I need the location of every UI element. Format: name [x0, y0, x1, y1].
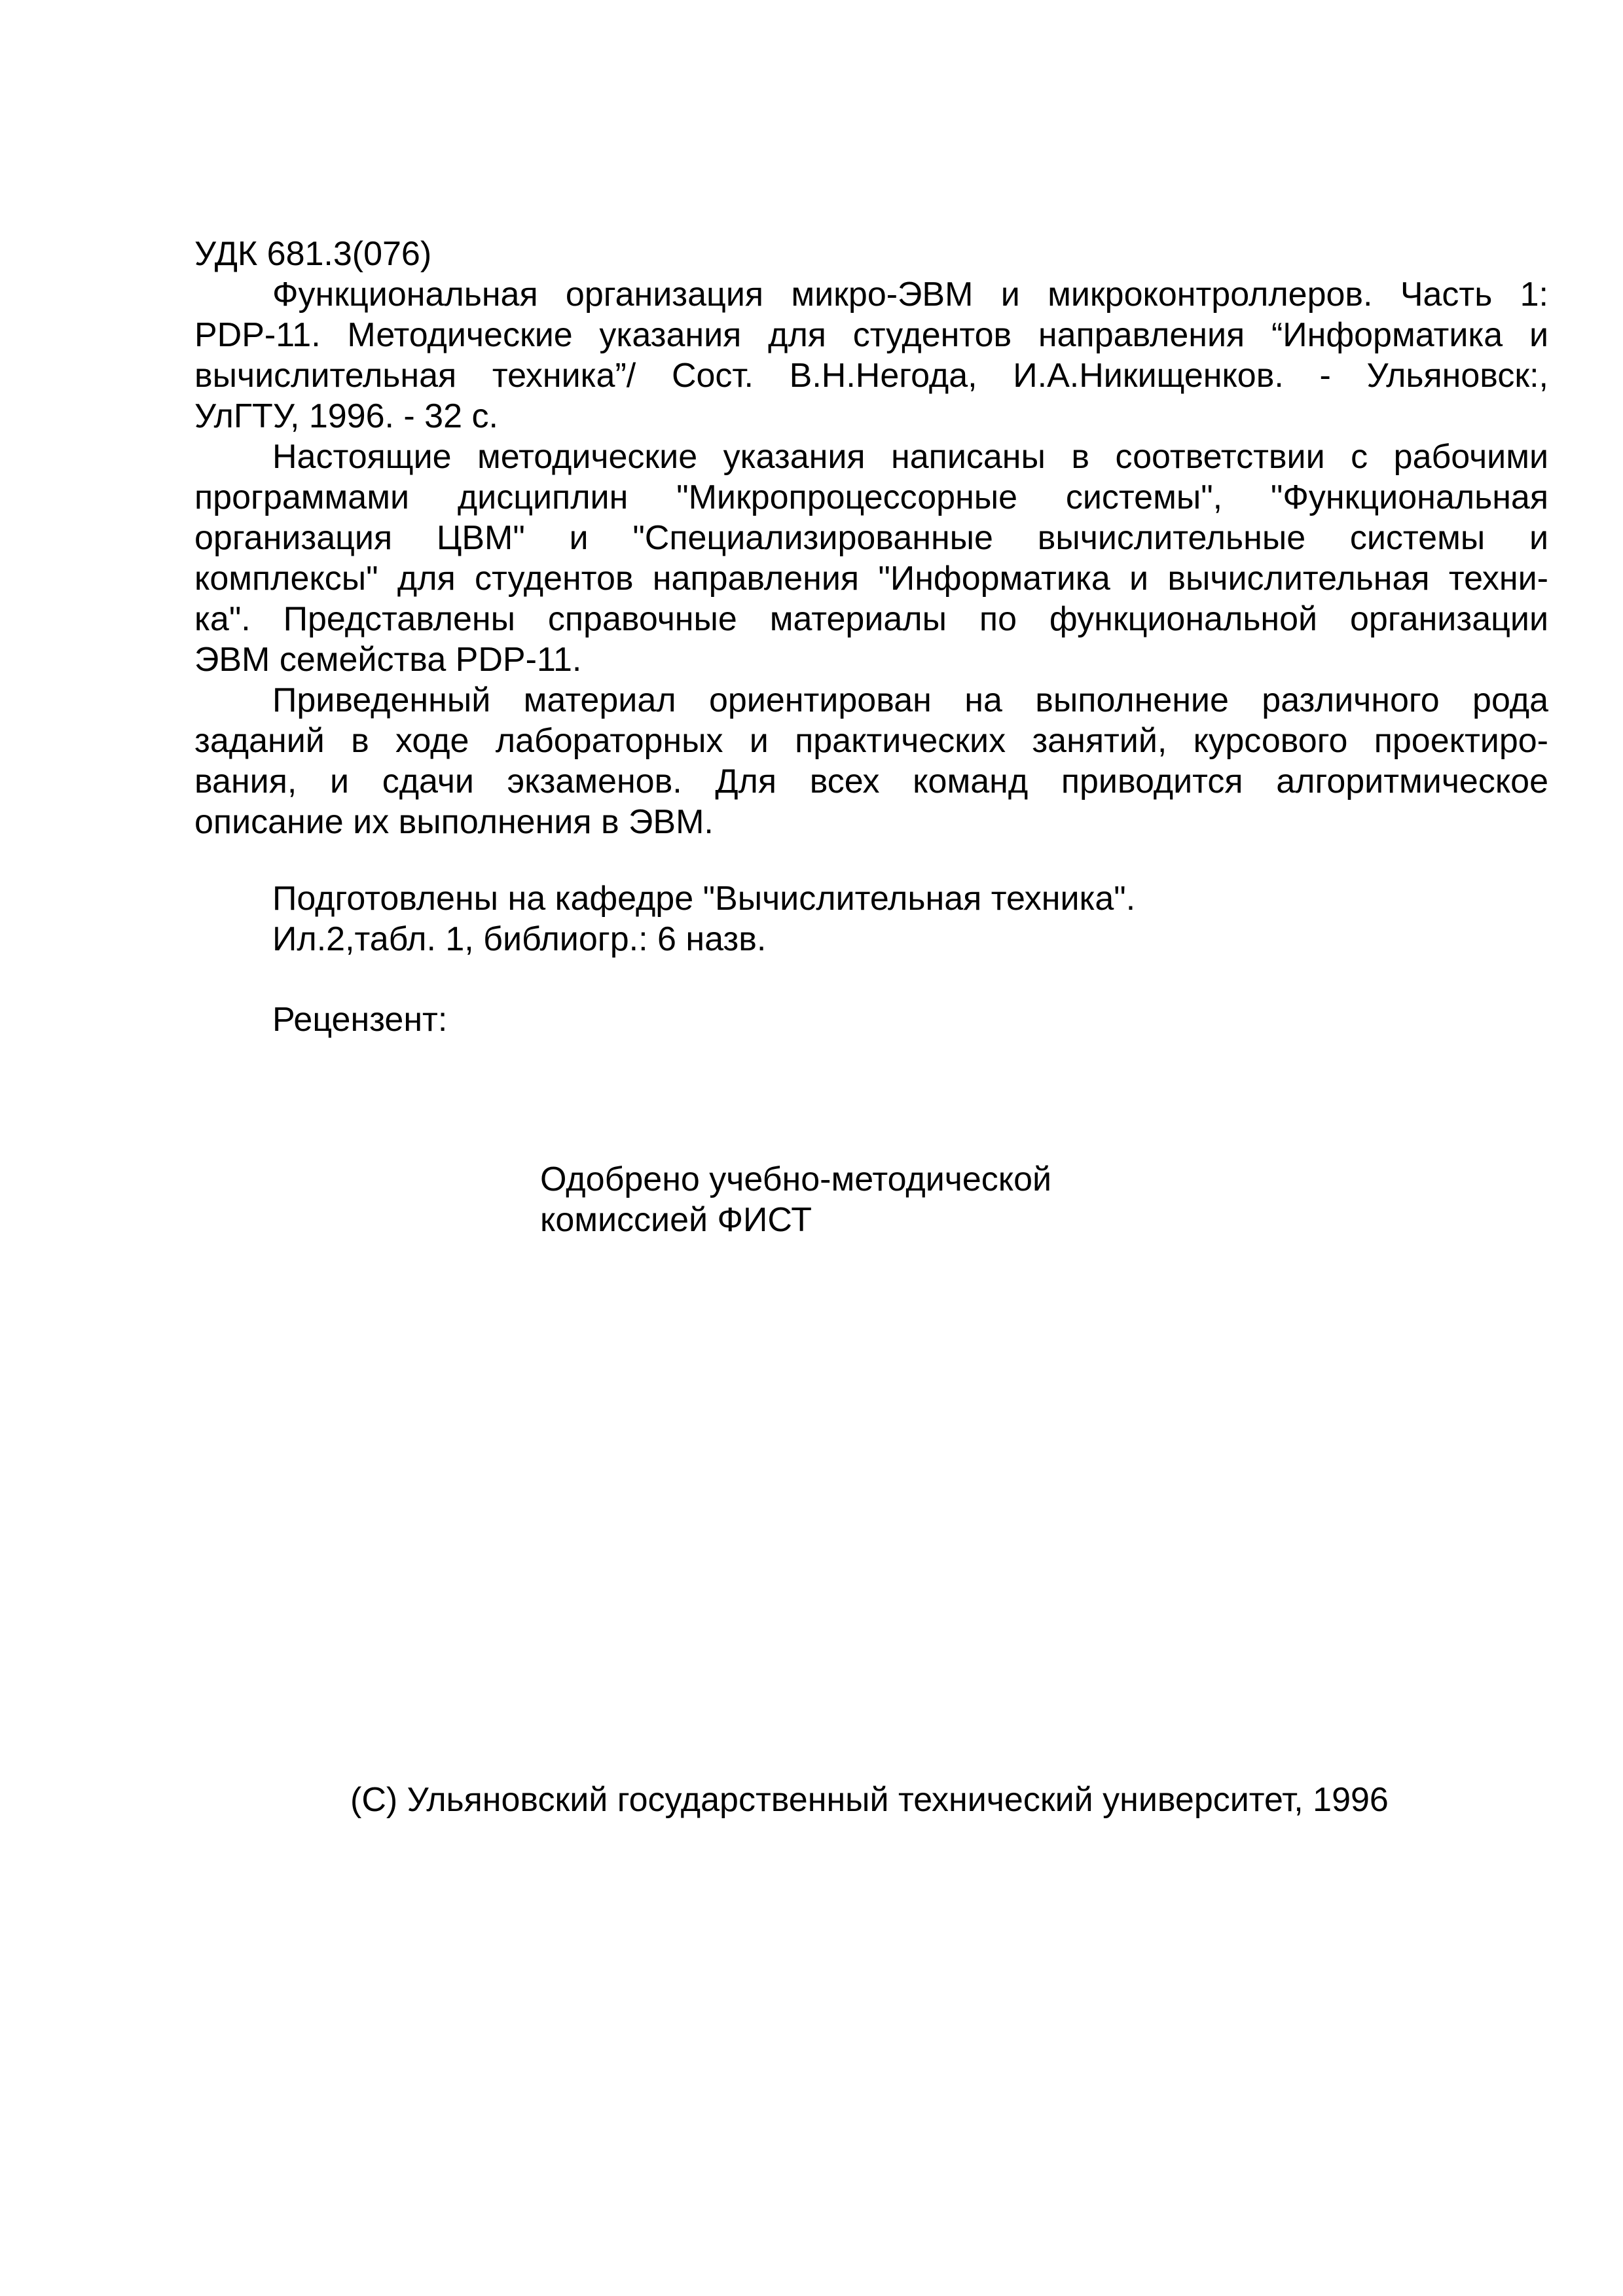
- purpose-line-1: Приведенный материал ориентирован на выполнение различного рода: [272, 681, 1548, 719]
- udk-code: УДК 681.3(076): [194, 235, 432, 273]
- bibliography-line-4: УлГТУ, 1996. - 32 с.: [194, 397, 498, 435]
- approval-line-1: Одобрено учебно-методической: [540, 1160, 1052, 1198]
- annotation-line-3: организация ЦВМ" и "Специализированные вычислительные системы и: [194, 519, 1548, 557]
- illustrations-note: Ил.2,табл. 1, библиогр.: 6 назв.: [272, 920, 767, 958]
- annotation-line-2: программами дисциплин "Микропроцессорные системы", "Функциональная: [194, 478, 1548, 516]
- annotation-line-6: ЭВМ семейства PDP-11.: [194, 641, 582, 679]
- bibliography-line-1: Функциональная организация микро-ЭВМ и микроконтроллеров. Часть 1:: [272, 276, 1548, 314]
- annotation-line-4: комплексы" для студентов направления "Информатика и вычислительная техни-: [194, 560, 1548, 598]
- annotation-line-5: ка". Представлены справочные материалы по функциональной организации: [194, 600, 1548, 638]
- bibliography-line-3: вычислительная техника”/ Сост. В.Н.Негода, И.А.Никищенков. - Ульяновск:,: [194, 357, 1548, 395]
- prepared-note: Подготовлены на кафедре "Вычислительная техника".: [272, 880, 1136, 918]
- purpose-line-2: заданий в ходе лабораторных и практических занятий, курсового проектиро-: [194, 722, 1548, 760]
- annotation-line-1: Настоящие методические указания написаны в соответствии с рабочими: [272, 438, 1548, 476]
- approval-line-2: комиссией ФИСТ: [540, 1201, 812, 1239]
- copyright-note: (С) Ульяновский государственный технический университет, 1996: [350, 1781, 1389, 1819]
- purpose-line-3: вания, и сдачи экзаменов. Для всех команд приводится алгоритмическое: [194, 762, 1548, 800]
- purpose-line-4: описание их выполнения в ЭВМ.: [194, 803, 714, 841]
- reviewer-label: Рецензент:: [272, 1001, 448, 1039]
- bibliography-line-2: PDP-11. Методические указания для студентов направления “Информатика и: [194, 316, 1548, 354]
